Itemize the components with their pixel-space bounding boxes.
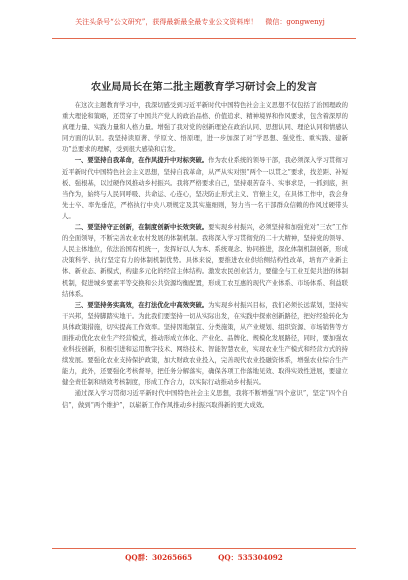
footer xyxy=(0,553,408,569)
footer-divider xyxy=(52,548,356,549)
section-heading: 二、要坚持守正创新，在制度创新中长效突破。 xyxy=(74,224,209,232)
qq-number: QQ：535304092 xyxy=(218,553,283,562)
document-title: 农业局局长在第二批主题教育学习研讨会上的发言 xyxy=(90,81,318,93)
paragraph-text: 通过深入学习贯彻习近平新时代中国特色社会主义思想，我将不断增强“四个意识”，坚定“四个自信”，做到“两个维护”，以崭新工作作风推动乡村振兴取得新的更大成效。 xyxy=(62,390,348,409)
paragraph-text: 在这次主题教育学习中，我深切感受到习近平新时代中国特色社会主义思想不仅包括了治国理政的重大理论和策略，还贯穿了中国共产党人的政治品格、价值追求、精神境界和作风要求，包含着深厚的真理力量、实践力量和人格力量。增强了我对党的创新理论在政治认同、思想认同、理论认同和情感认同方面的认识。我坚持读原著、学原文、悟原理，进一步加深了对“学思想、强党性、重实践、建新功”总要求的理解，受到很大感染和启发。 xyxy=(62,102,348,154)
paragraph xyxy=(62,222,348,300)
paragraph xyxy=(62,155,348,222)
header-banner xyxy=(42,12,358,32)
paragraph-text: 作为农业系统的领导干部，我必须深入学习贯彻习近平新时代中国特色社会主义思想，坚持自我革命，从严从实对照“两个一以贯之”要求，找差距、补短板、强根基，以过硬作风推动乡村振兴。我将严格要求自己，坚持艰苦奋斗、实事求是，一抓到底，担当作为，始终与人民同呼吸、共命运、心连心，坚决防止形式主义、官僚主义，在具体工作中，我会身先士卒、率先垂范，严格执行中央八项规定及其实施细则，努力当一名干部群众信赖的作风过硬带头人。 xyxy=(62,157,348,220)
section-heading: 一、要坚持自我革命，在作风提升中对标突破。 xyxy=(74,157,209,165)
qq-group: QQ群：30265665 xyxy=(125,553,193,562)
header-divider xyxy=(52,38,356,39)
paragraph xyxy=(62,100,348,155)
paragraph xyxy=(62,388,348,410)
paragraph xyxy=(62,300,348,389)
section-heading: 三、要坚持务实高效，在打法优化中高效突破。 xyxy=(74,301,209,309)
paragraph-text: 为实现乡村振兴目标，我们必须长远谋划，坚持实干兴邦，坚持脚踏实地干。为此我们要坚持一切从实际出发，在实践中探索创新路径，把好经验转化为具体政策措施，切实提高工作效率。坚持因地制宜、分类施策，从产业规划、组织资源、市场销售等方面推动优化农业生产经营模式，推动形成立体化、产业化、品牌化、规模化发展路径，同时，要加强农业科技创新，积极引进和运用数字技术、网络技术、智能智慧农业，实现农业生产模式和经营方式的持续发展。要强化农业支持保护政策，加大财政农业投入，完善现代农业投融资体系，增强农业综合生产能力，此外，还要强化考核督导，把任务分解落实，确保各项工作落地见效、取得实效性进展，要建立健全责任制和绩效考核制度，形成工作合力，以实际行动推动乡村振兴。 xyxy=(62,301,348,387)
paragraph-text: 要实现乡村振兴，必须坚持和加强党对“三农”工作的全面领导，不断完善农业农村发展的体制机制。我将深入学习贯彻党的二十大精神，坚持党的领导、人民主体地位，依法治国有机统一，发挥好以人为本、系统观念、协同推进，深化体制机制创新，形成决策科学、执行坚定有力的体制机制优势。具体来说，要推进农业供给侧结构性改革，培育产业新主体、新业态、新模式，构建多元化的经营主体结构。激发农民创业活力，要健全与工业互促共进的体制机制，促进城乡要素平等交换和公共资源均衡配置，形成工农互惠的现代产业体系、市场体系、利益联结体系。 xyxy=(62,224,348,298)
document-body xyxy=(62,100,348,411)
follow-notice: 关注头条号“公文研究”，获得最新最全最专业公文资料库！ xyxy=(75,18,258,26)
wechat-id: 微信：gongwenyj xyxy=(265,18,325,26)
